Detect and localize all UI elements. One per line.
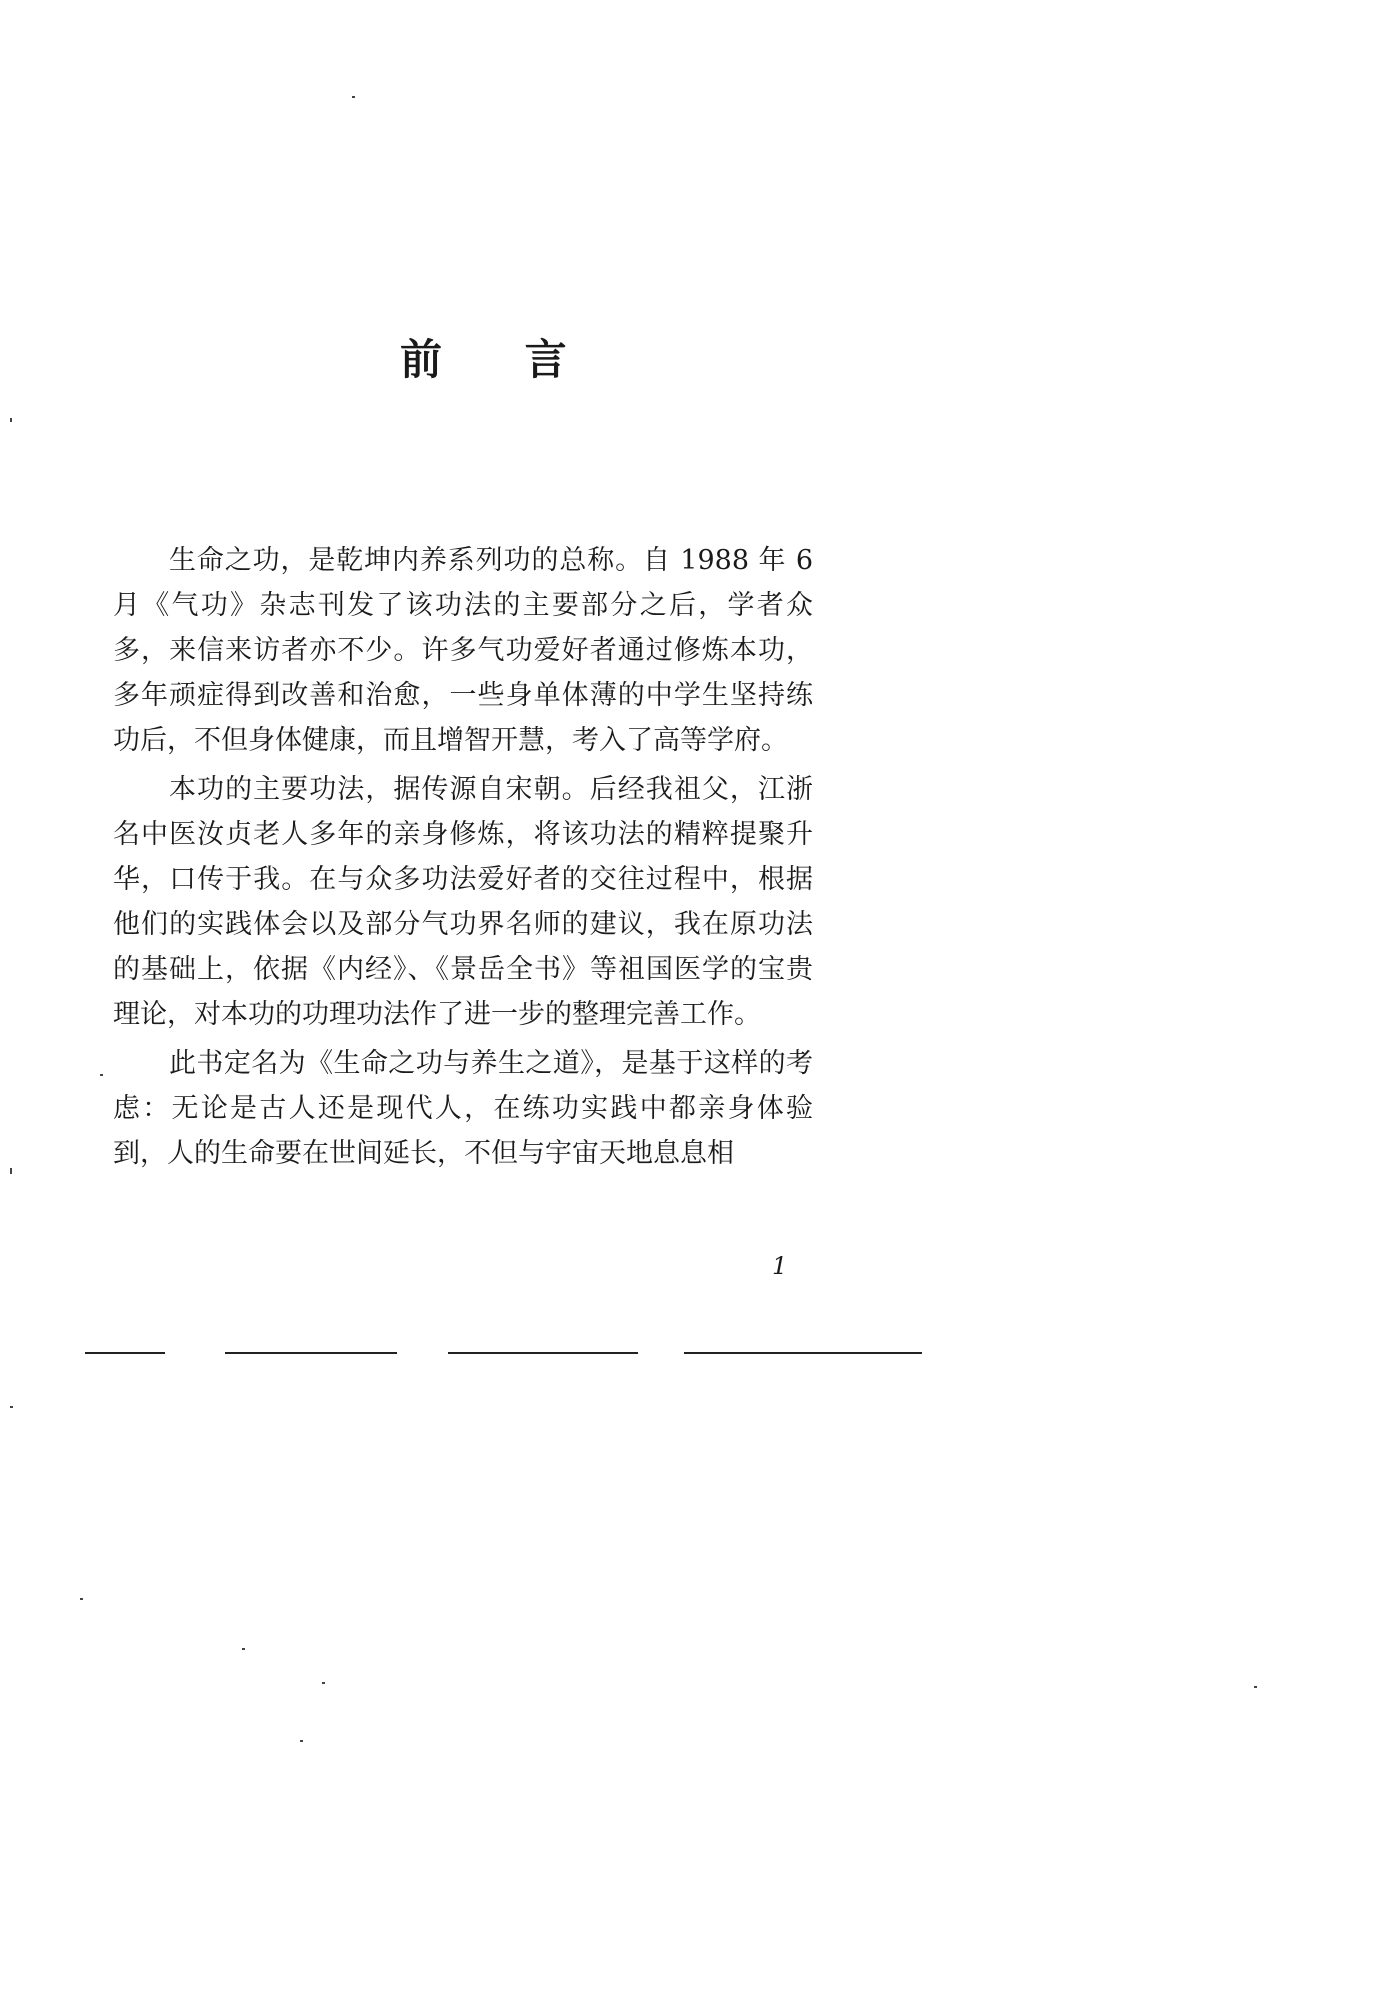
page-number: 1: [772, 1252, 788, 1280]
scan-rule-segment: [225, 1352, 397, 1354]
scan-speck: [100, 1074, 103, 1076]
scan-speck: [80, 1598, 83, 1600]
scan-speck: [300, 1740, 303, 1742]
scan-speck: [242, 1648, 245, 1650]
paragraph-1: 生命之功，是乾坤内养系列功的总称。自 1988 年 6 月《气功》杂志刊发了该功法的主要部分之后，学者众多，来信来访者亦不少。许多气功爱好者通过修炼本功，多年顽症得到改善和治愈，一些身单体薄的中学生坚持练功后，不但身体健康，而且增智开慧，考入了高等学府。: [113, 545, 813, 756]
scan-speck: [322, 1682, 325, 1684]
paragraph-2: 本功的主要功法，据传源自宋朝。后经我祖父，江浙名中医汝贞老人多年的亲身修炼，将该功法的精粹提聚升华，口传于我。在与众多功法爱好者的交往过程中，根据他们的实践体会以及部分气功界名师的建议，我在原功法的基础上，依据《内经》、《景岳全书》等祖国医学的宝贵理论，对本功的功理功法作了进一步的整理完善工作。: [113, 774, 813, 1030]
scan-rule-segment: [85, 1352, 165, 1354]
scan-speck: [10, 418, 12, 422]
scan-speck: [352, 96, 355, 98]
scan-speck: [1254, 1686, 1257, 1688]
scan-speck: [10, 1168, 12, 1174]
scan-speck: [10, 1406, 13, 1408]
scan-rule-segment: [448, 1352, 638, 1354]
body-text: [113, 538, 813, 1180]
scan-rule-segment: [684, 1352, 922, 1354]
paragraph-3: 此书定名为《生命之功与养生之道》，是基于这样的考虑：无论是古人还是现代人，在练功实践中都亲身体验到，人的生命要在世间延长，不但与宇宙天地息息相: [113, 1048, 813, 1169]
page-title: 前 言: [400, 335, 601, 384]
